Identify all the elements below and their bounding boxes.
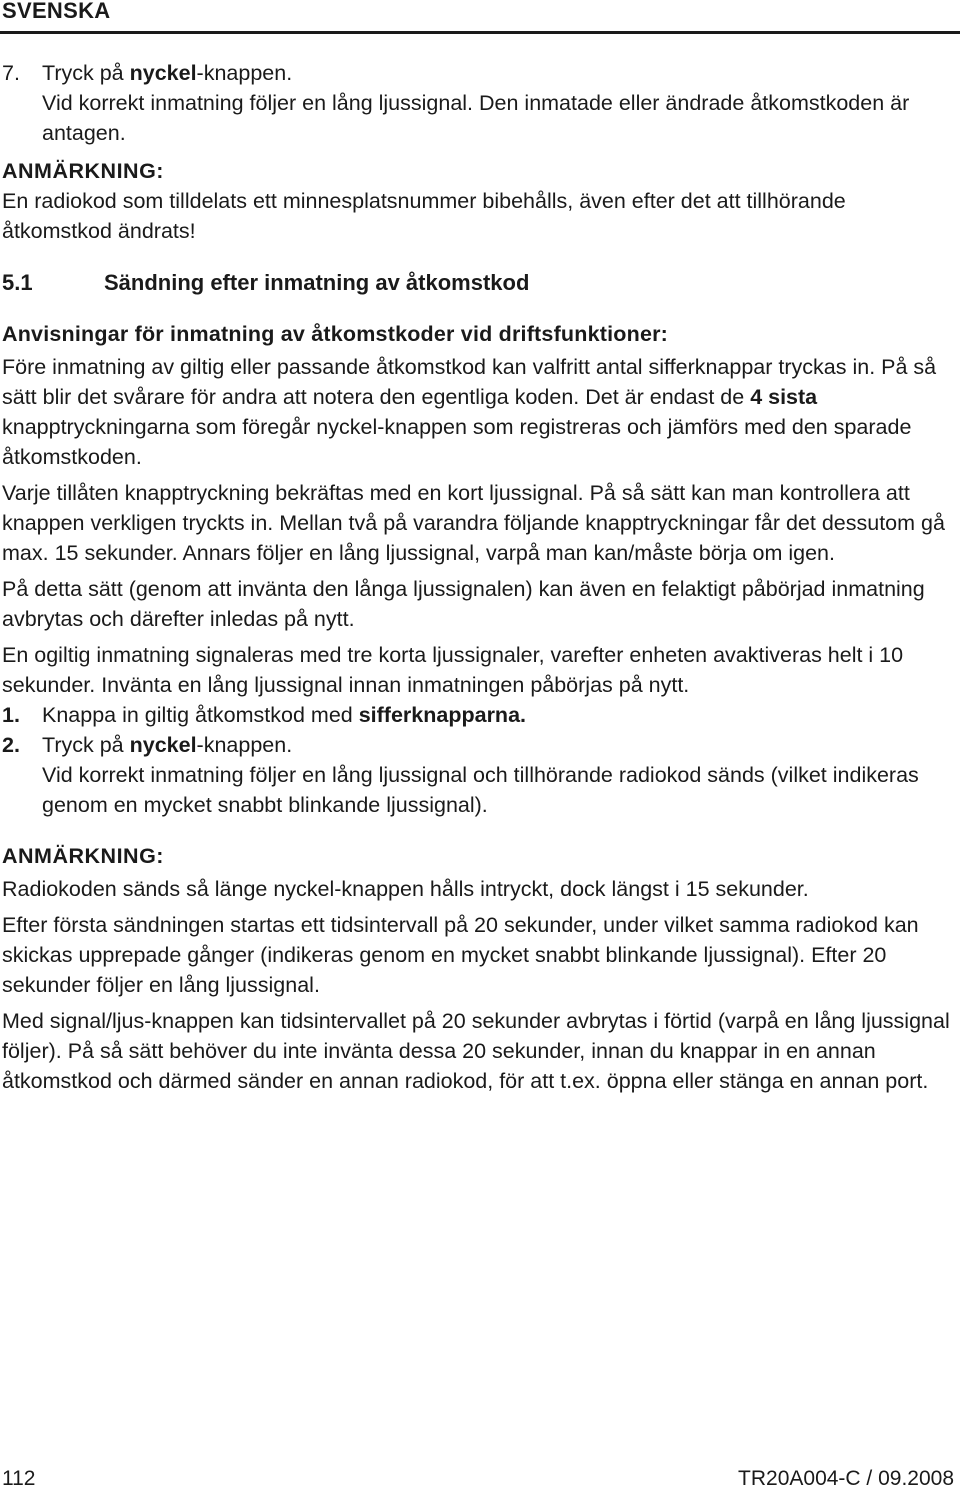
note-heading: ANMÄRKNING: [2, 844, 164, 868]
paragraph: En ogiltig inmatning signaleras med tre korta ljussignaler, varefter enheten avaktiveras helt i 10 sekunder. Invänta en lång ljussignal innan inmatningen påbörjas på nytt. [2, 643, 904, 697]
step-result: Vid korrekt inmatning följer en lång ljussignal och tillhörande radiokod sänds (vilket indikeras genom en mycket snabbt blinkande ljussignal). [42, 763, 919, 817]
step-instruction: Knappa in giltig åtkomstkod med sifferknapparna. [42, 703, 526, 727]
language-header: SVENSKA [2, 0, 111, 23]
key-name: nyckel [129, 733, 197, 757]
paragraph: På detta sätt (genom att invänta den långa ljussignalen) kan även en felaktigt påbörjad inmatning avbrytas och därefter inledas på nytt. [2, 577, 925, 631]
note-text: En radiokod som tilldelats ett minnesplatsnummer bibehålls, även efter det att tillhörande åtkomstkod ändrats! [2, 189, 846, 243]
document-body [2, 58, 952, 1096]
key-name: nyckel [129, 61, 197, 85]
document-code: TR20A004-C / 09.2008 [738, 1467, 954, 1490]
step-instruction: Tryck på nyckel-knappen. [42, 733, 293, 757]
step-instruction: Tryck på nyckel-knappen. [42, 61, 293, 85]
note-text: Med signal/ljus-knappen kan tidsintervallet på 20 sekunder avbrytas i förtid (varpå en lång ljussignal följer). På så sätt behöver du inte invänta dessa 20 sekunder, innan du knappar in en annan åtkomstkod och därmed sänder en annan radiokod, för att t.ex. öppna eller stänga en annan port. [2, 1009, 950, 1093]
note-text: Efter första sändningen startas ett tidsintervall på 20 sekunder, under vilket samma radiokod kan skickas upprepade gånger (indikeras genom en mycket snabbt blinkande ljussignal). Efter 20 sekunder följer en lång ljussignal. [2, 913, 919, 997]
note-block [2, 841, 952, 1096]
note-heading: ANMÄRKNING: [2, 159, 164, 183]
step-body [42, 730, 952, 820]
step-7 [2, 58, 952, 148]
subheading: Anvisningar för inmatning av åtkomstkoder vid driftsfunktioner: [2, 322, 669, 346]
page-number: 112 [2, 1467, 36, 1490]
step-body [42, 58, 952, 148]
section-number: 5.1 [2, 270, 33, 295]
step-number: 7. [2, 61, 20, 85]
step-1 [2, 700, 952, 730]
step-result: Vid korrekt inmatning följer en lång ljussignal. Den inmatade eller ändrade åtkomstkoden är antagen. [42, 91, 910, 145]
header-divider [0, 31, 960, 34]
section-heading: Sändning efter inmatning av åtkomstkod [104, 270, 530, 295]
section-title [2, 268, 952, 298]
step-number: 1. [2, 703, 20, 727]
step-number: 2. [2, 733, 20, 757]
paragraph: Före inmatning av giltig eller passande åtkomstkod kan valfritt antal sifferknappar tryckas in. På så sätt blir det svårare för andra att notera den egentliga koden. Det är endast de 4 sista knapptryckningarna som föregår nyckel-knappen som registreras och jämförs med den sparade åtkomstkoden. [2, 355, 937, 469]
note-text: Radiokoden sänds så länge nyckel-knappen hålls intryckt, dock längst i 15 sekunder. [2, 877, 809, 901]
step-2 [2, 730, 952, 820]
paragraph: Varje tillåten knapptryckning bekräftas med en kort ljussignal. På så sätt kan man kontrollera att knappen verkligen tryckts in. Mellan två på varandra följande knapptryckningar får det dessutom gå max. 15 sekunder. Annars följer en lång ljussignal, varpå man kan/måste börja om igen. [2, 481, 945, 565]
step-body [42, 700, 952, 730]
